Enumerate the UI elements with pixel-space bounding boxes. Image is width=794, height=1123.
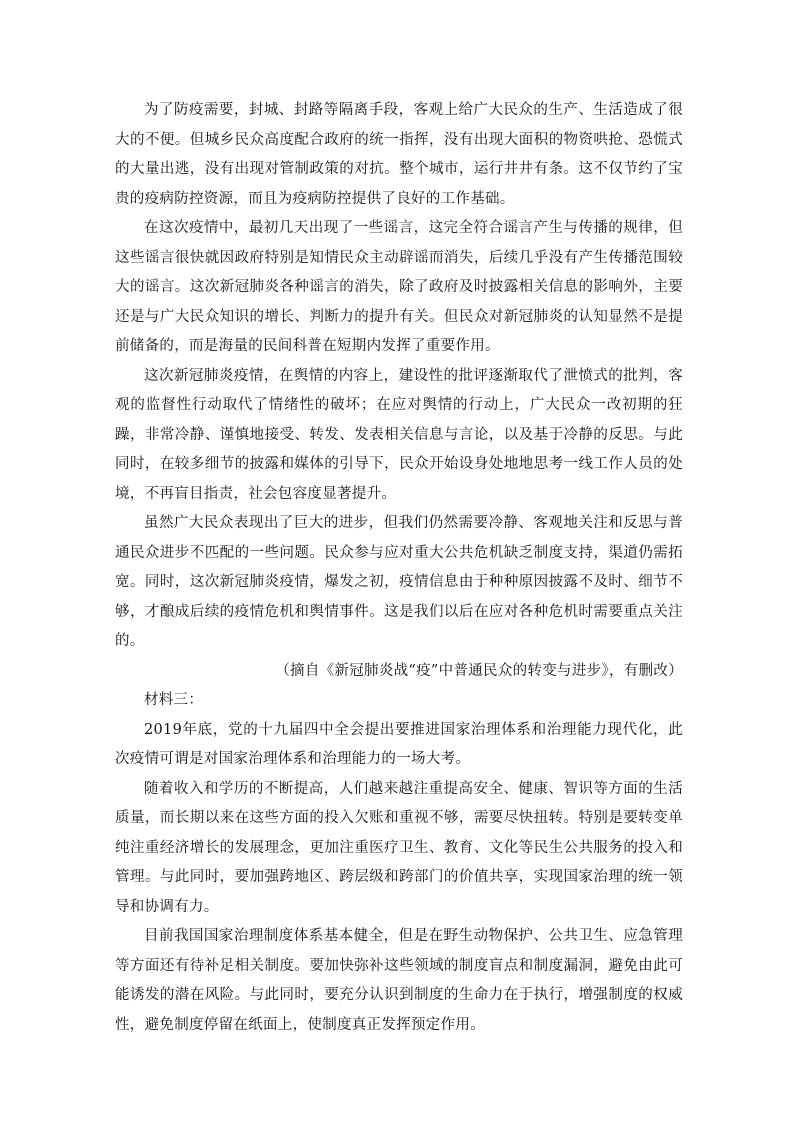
paragraph-rumors: 在这次疫情中，最初几天出现了一些谣言，这完全符合谣言产生与传播的规律，但这些谣言很快就因政府特别是知情民众主动辟谣而消失，后续几乎没有产生传播范围较大的谣言。这次新冠肺炎各种谣言的消失，除了政府及时披露相关信息的影响外，主要还是与广大民众知识的增长、判断力的提升有关。但民众对新冠肺炎的认知显然不是提前储备的，而是海量的民间科普在短期内发挥了重要作用。 (115, 220, 683, 354)
paragraph-quarantine: 为了防疫需要，封城、封路等隔离手段，客观上给广大民众的生产、生活造成了很大的不便。但城乡民众高度配合政府的统一指挥，没有出现大面积的物资哄抢、恐慌式的大量出逃，没有出现对管制政策的对抗。整个城市，运行井井有条。这不仅节约了宝贵的疫病防控资源，而且为疫病防控提供了良好的工作基础。 (115, 102, 683, 207)
paragraph-governance-intro: 2019年底，党的十九届四中全会提出要推进国家治理体系和治理能力现代化，此次疫情可谓是对国家治理体系和治理能力的一场大考。 (115, 721, 683, 767)
document-page (115, 96, 683, 1040)
paragraph-public-services: 随着收入和学历的不断提高，人们越来越注重提高安全、健康、智识等方面的生活质量，而长期以来在这些方面的投入欠账和重视不够，需要尽快扭转。特别是要转变单纯注重经济增长的发展理念，更加注重医疗卫生、教育、文化等民生公共服务的投入和管理。与此同时，要加强跨地区、跨层级和跨部门的价值共享，实现国家治理的统一领导和协调有力。 (115, 780, 683, 915)
paragraph-public-opinion: 这次新冠肺炎疫情，在舆情的内容上，建设性的批评逐渐取代了泄愤式的批判，客观的监督性行动取代了情绪性的破坏；在应对舆情的行动上，广大民众一改初期的狂躁，非常冷静、谨慎地接受、转发、发表相关信息与言论，以及基于冷静的反思。与此同时，在较多细节的披露和媒体的引导下，民众开始设身处地地思考一线工作人员的处境，不再盲目指责，社会包容度显著提升。 (115, 367, 683, 502)
paragraph-problems: 虽然广大民众表现出了巨大的进步，但我们仍然需要冷静、客观地关注和反思与普通民众进步不匹配的一些问题。民众参与应对重大公共危机缺乏制度支持，渠道仍需拓宽。同时，这次新冠肺炎疫情，爆发之初，疫情信息由于种种原因披露不及时、细节不够，才酿成后续的疫情危机和舆情事件。这是我们以后在应对各种危机时需要重点关注的。 (115, 515, 683, 649)
source-citation: （摘自《新冠肺炎战“疫”中普通民众的转变与进步》，有删改） (275, 662, 683, 679)
paragraph-institutions: 目前我国国家治理制度体系基本健全，但是在野生动物保护、公共卫生、应急管理等方面还有待补足相关制度。要加快弥补这些领域的制度盲点和制度漏洞，避免由此可能诱发的潜在风险。与此同时，要充分认识到制度的生命力在于执行，增强制度的权威性，避免制度停留在纸面上，使制度真正发挥预定作用。 (115, 928, 683, 1033)
material-three-label: 材料三： (144, 692, 204, 708)
